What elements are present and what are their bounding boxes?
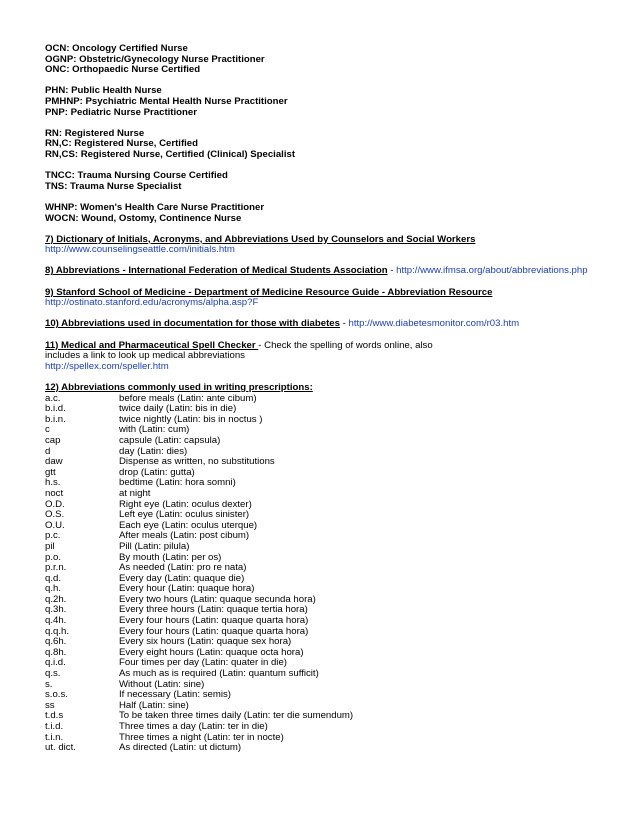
- rx-abbreviation: q.8h.: [45, 646, 67, 658]
- credential-line: TNCC: Trauma Nursing Course Certified: [45, 170, 228, 182]
- reference-7: [45, 235, 605, 256]
- reference-10-title[interactable]: 10) Abbreviations used in documentation for those with diabetes: [45, 318, 340, 330]
- rx-meaning: By mouth (Latin: per os): [119, 551, 222, 563]
- rx-meaning: To be taken three times daily (Latin: ter die sumendum): [119, 710, 354, 722]
- rx-abbreviation: q.q.h.: [45, 625, 70, 637]
- credential-line: WHNP: Women's Health Care Nurse Practitioner: [45, 201, 265, 213]
- rx-meaning: at night: [119, 487, 151, 499]
- rx-meaning: capsule (Latin: capsula): [119, 434, 221, 446]
- rx-abbreviation: q.h.: [45, 583, 62, 595]
- credential-group: [45, 44, 605, 76]
- rx-meaning: drop (Latin: gutta): [119, 466, 195, 478]
- rx-meaning: Right eye (Latin: oculus dexter): [119, 498, 252, 510]
- rx-abbreviation: daw: [45, 456, 63, 468]
- rx-abbreviation: s.: [45, 678, 53, 690]
- rx-abbreviation: gtt: [45, 466, 56, 478]
- reference-11-description: - Check the spelling of words online, also: [258, 339, 433, 351]
- rx-abbreviation: c: [45, 424, 50, 436]
- credential-group: [45, 86, 605, 118]
- rx-meaning: Without (Latin: sine): [119, 678, 205, 690]
- rx-meaning: Every hour (Latin: quaque hora): [119, 583, 255, 595]
- rx-abbreviation: ss: [45, 699, 55, 711]
- reference-11-url[interactable]: http://spellex.com/speller.htm: [45, 360, 169, 372]
- rx-meaning: Pill (Latin: pilula): [119, 540, 190, 552]
- rx-abbreviation: O.S.: [45, 509, 65, 521]
- rx-meaning: Three times a night (Latin: ter in nocte): [119, 731, 284, 743]
- rx-meaning: Every day (Latin: quaque die): [119, 572, 245, 584]
- rx-abbreviation: q.s.: [45, 668, 61, 680]
- reference-9: [45, 288, 605, 309]
- rx-meaning: Dispense as written, no substitutions: [119, 456, 275, 468]
- rx-meaning: with (Latin: cum): [119, 424, 190, 436]
- rx-meaning: day (Latin: dies): [119, 445, 188, 457]
- credential-group: [45, 129, 605, 161]
- rx-meaning: If necessary (Latin: semis): [119, 689, 231, 701]
- credential-line: RN,C: Registered Nurse, Certified: [45, 138, 198, 150]
- reference-8-separator: -: [387, 265, 397, 277]
- credential-line: ONC: Orthopaedic Nurse Certified: [45, 64, 201, 76]
- rx-meaning: Every two hours (Latin: quaque secunda hora): [119, 593, 316, 605]
- rx-abbreviation: noct: [45, 487, 64, 499]
- rx-abbreviation: t.i.d.: [45, 721, 64, 732]
- rx-meaning: Every four hours (Latin: quaque quarta hora): [119, 615, 309, 627]
- rx-abbreviation: ut. dict.: [45, 742, 76, 754]
- reference-10-url[interactable]: http://www.diabetesmonitor.com/r03.htm: [348, 318, 520, 330]
- credential-line: TNS: Trauma Nurse Specialist: [45, 180, 182, 192]
- rx-abbreviation: q.i.d.: [45, 657, 66, 669]
- reference-11-description-continued: includes a link to look up medical abbreviations: [45, 350, 245, 362]
- rx-abbreviation: O.U.: [45, 519, 65, 531]
- credential-line: PMHNP: Psychiatric Mental Health Nurse Practitioner: [45, 95, 288, 107]
- reference-11: [45, 341, 605, 373]
- rx-abbreviation: q.6h.: [45, 636, 67, 648]
- credential-line: RN,CS: Registered Nurse, Certified (Clinical) Specialist: [45, 148, 296, 160]
- credential-line: WOCN: Wound, Ostomy, Continence Nurse: [45, 212, 242, 224]
- rx-meaning: Three times a day (Latin: ter in die): [119, 721, 268, 732]
- rx-abbreviation: b.i.d.: [45, 403, 66, 415]
- rx-meaning: bedtime (Latin: hora somni): [119, 477, 236, 489]
- reference-7-title[interactable]: 7) Dictionary of Initials, Acronyms, and Abbreviations Used by Counselors and Social Workers: [45, 233, 476, 245]
- rx-abbreviation: q.d.: [45, 572, 62, 584]
- rx-abbreviation: a.c.: [45, 392, 61, 404]
- reference-8-title[interactable]: 8) Abbreviations - International Federation of Medical Students Association: [45, 265, 388, 277]
- reference-11-title[interactable]: 11) Medical and Pharmaceutical Spell Checker: [45, 339, 259, 351]
- rx-meaning: As much as is required (Latin: quantum sufficit): [119, 668, 319, 680]
- rx-abbreviation: s.o.s.: [45, 689, 68, 701]
- rx-meaning: Left eye (Latin: oculus sinister): [119, 509, 250, 521]
- rx-abbreviation: t.i.n.: [45, 731, 64, 743]
- rx-meaning: Every four hours (Latin: quaque quarta hora): [119, 625, 309, 637]
- credential-line: PNP: Pediatric Nurse Practitioner: [45, 106, 197, 118]
- rx-abbreviation: p.c.: [45, 530, 61, 542]
- reference-10: [45, 319, 605, 330]
- nurse-credential-list: [45, 44, 605, 224]
- credential-line: PHN: Public Health Nurse: [45, 85, 162, 97]
- rx-meaning: before meals (Latin: ante cibum): [119, 392, 257, 404]
- rx-meaning: After meals (Latin: post cibum): [119, 530, 250, 542]
- rx-abbreviation: cap: [45, 434, 61, 446]
- prescription-table: [45, 394, 605, 754]
- reference-8: [45, 266, 605, 277]
- rx-meaning: Each eye (Latin: oculus uterque): [119, 519, 258, 531]
- rx-abbreviation: O.D.: [45, 498, 65, 510]
- rx-meaning: Half (Latin: sine): [119, 699, 189, 711]
- rx-meaning: Four times per day (Latin: quater in die): [119, 657, 287, 669]
- rx-abbreviation: p.o.: [45, 551, 62, 563]
- reference-8-url[interactable]: http://www.ifmsa.org/about/abbreviations.php: [396, 265, 588, 277]
- credential-line: OCN: Oncology Certified Nurse: [45, 43, 188, 54]
- rx-abbreviation: d: [45, 445, 51, 457]
- rx-abbreviation: b.i.n.: [45, 413, 66, 425]
- rx-meaning: twice nightly (Latin: bis in noctus ): [119, 413, 263, 425]
- rx-meaning: As needed (Latin: pro re nata): [119, 562, 247, 574]
- rx-meaning: Every six hours (Latin: quaque sex hora): [119, 636, 292, 648]
- credential-line: RN: Registered Nurse: [45, 127, 145, 139]
- reference-9-url[interactable]: http://ostinato.stanford.edu/acronyms/alpha.asp?F: [45, 297, 259, 309]
- rx-meaning: Every eight hours (Latin: quaque octa hora): [119, 646, 304, 658]
- rx-meaning: Every three hours (Latin: quaque tertia hora): [119, 604, 308, 616]
- reference-10-separator: -: [339, 318, 349, 330]
- credential-line: OGNP: Obstetric/Gynecology Nurse Practitioner: [45, 53, 265, 65]
- rx-abbreviation: q.4h.: [45, 615, 67, 627]
- document-page: [45, 44, 605, 754]
- rx-abbreviation: pil: [45, 540, 55, 552]
- rx-abbreviation: p.r.n.: [45, 562, 67, 574]
- rx-abbreviation: q.2h.: [45, 593, 67, 605]
- credential-group: [45, 171, 605, 192]
- prescription-section: [45, 383, 605, 754]
- credential-group: [45, 203, 605, 224]
- reference-9-title[interactable]: 9) Stanford School of Medicine - Department of Medicine Resource Guide - Abbreviation Resource: [45, 286, 493, 298]
- rx-meaning: As directed (Latin: ut dictum): [119, 742, 242, 754]
- rx-abbreviation: h.s.: [45, 477, 61, 489]
- reference-7-url[interactable]: http://www.counselingseattle.com/initials.htm: [45, 244, 235, 256]
- prescription-heading: 12) Abbreviations commonly used in writing prescriptions:: [45, 382, 313, 393]
- rx-abbreviation: t.d.s: [45, 710, 64, 722]
- rx-abbreviation: q.3h.: [45, 604, 67, 616]
- rx-meaning: twice daily (Latin: bis in die): [119, 403, 237, 415]
